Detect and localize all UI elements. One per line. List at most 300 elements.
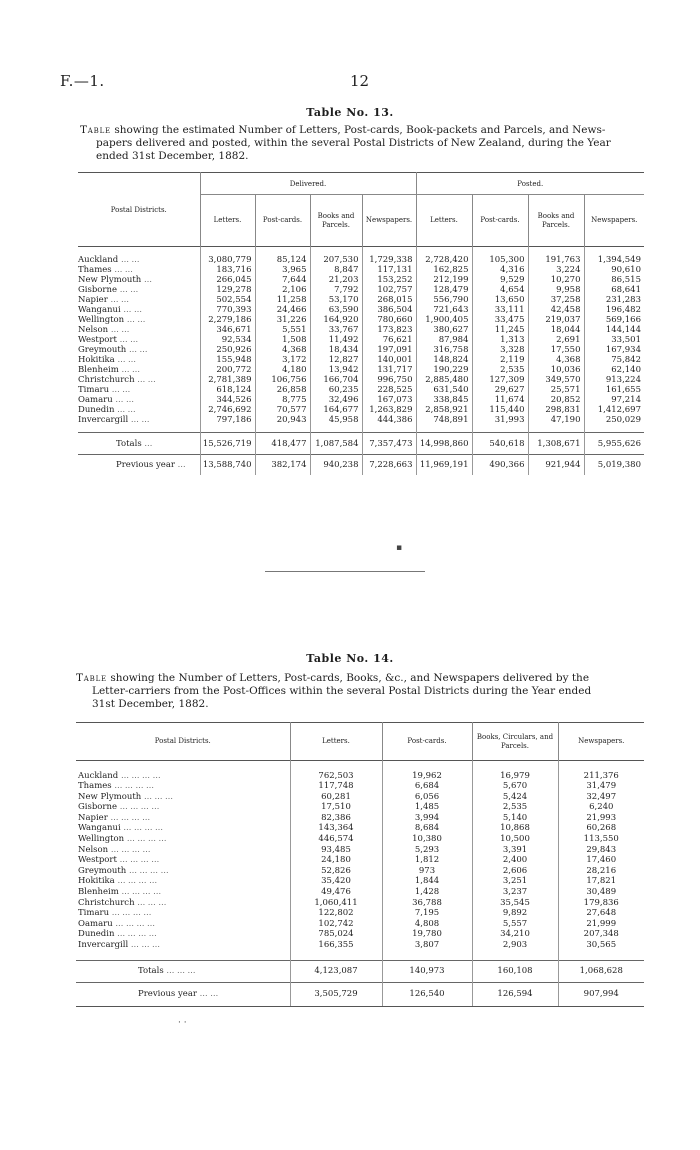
district-name	[78, 285, 200, 295]
leader-dots: … … … …	[123, 823, 164, 833]
totals-row	[78, 433, 644, 455]
spacer-cell	[78, 425, 200, 433]
district-label: Oamaru	[78, 918, 113, 929]
value-cell: 30,565	[558, 940, 644, 951]
table-row	[78, 325, 644, 335]
leader-dots: … … … …	[117, 876, 158, 886]
district-name	[76, 919, 290, 930]
district-label: Wellington	[78, 834, 125, 845]
leader-dots: … … …	[137, 897, 167, 907]
district-name	[76, 855, 290, 866]
leader-dots: … …	[111, 384, 131, 394]
col-header: Letters.	[290, 723, 382, 761]
value-cell: 631,540	[416, 385, 472, 395]
district-label: New Plymouth	[78, 274, 142, 285]
value-cell: 166,704	[310, 375, 362, 385]
district-label: Wellington	[78, 314, 125, 325]
value-cell: 490,366	[472, 455, 528, 475]
district-label: Thames	[78, 781, 112, 792]
spacer-cell	[290, 761, 382, 771]
value-cell: 34,210	[472, 929, 558, 940]
value-cell: 569,166	[584, 315, 644, 325]
table-14-title: Table No. 14.	[306, 652, 394, 665]
value-cell: 21,999	[558, 919, 644, 930]
value-cell: 2,885,480	[416, 375, 472, 385]
spacer-cell	[76, 951, 290, 961]
district-name	[76, 823, 290, 834]
col-header: Newspapers.	[362, 195, 416, 247]
value-cell: 24,466	[255, 305, 310, 315]
district-name	[76, 781, 290, 792]
value-cell: 27,648	[558, 908, 644, 919]
value-cell: 5,557	[472, 919, 558, 930]
district-label: Nelson	[78, 844, 109, 855]
value-cell: 97,214	[584, 395, 644, 405]
district-name	[78, 455, 200, 475]
col-header: Letters.	[200, 195, 255, 247]
leader-dots: … … … …	[114, 781, 155, 791]
value-cell: 37,258	[528, 295, 584, 305]
value-cell: 1,844	[382, 876, 472, 887]
district-label: Westport	[78, 334, 117, 345]
value-cell: 338,845	[416, 395, 472, 405]
district-name	[76, 898, 290, 909]
value-cell: 7,195	[382, 908, 472, 919]
table-row	[76, 876, 644, 887]
value-cell: 266,045	[200, 275, 255, 285]
value-cell: 35,420	[290, 876, 382, 887]
value-cell: 93,485	[290, 845, 382, 856]
col-header: Letters.	[416, 195, 472, 247]
col-header: Books and Parcels.	[528, 195, 584, 247]
value-cell: 17,460	[558, 855, 644, 866]
value-cell: 6,240	[558, 802, 644, 813]
value-cell: 2,903	[472, 940, 558, 951]
value-cell: 17,550	[528, 345, 584, 355]
value-cell: 446,574	[290, 834, 382, 845]
spacer-cell	[416, 425, 472, 433]
value-cell: 26,858	[255, 385, 310, 395]
spacer-cell	[528, 425, 584, 433]
value-cell: 913,224	[584, 375, 644, 385]
value-cell: 131,717	[362, 365, 416, 375]
value-cell: 17,510	[290, 802, 382, 813]
value-cell: 5,670	[472, 781, 558, 792]
table-row	[76, 792, 644, 803]
value-cell: 5,955,626	[584, 433, 644, 455]
value-cell: 68,641	[584, 285, 644, 295]
value-cell: 2,106	[255, 285, 310, 295]
district-label: Greymouth	[78, 865, 127, 876]
district-name	[76, 983, 290, 1007]
col-header: Books and Parcels.	[310, 195, 362, 247]
leader-dots: … …	[120, 254, 140, 264]
print-speck: ▪	[396, 543, 403, 553]
value-cell: 30,489	[558, 887, 644, 898]
value-cell: 126,540	[382, 983, 472, 1007]
group-header-delivered: Delivered.	[200, 173, 416, 195]
district-label: Timaru	[78, 908, 110, 919]
spacer-cell	[472, 247, 528, 255]
value-cell: 2,535	[472, 802, 558, 813]
col-header: Post-cards.	[255, 195, 310, 247]
spacer-row	[76, 761, 644, 771]
spacer-cell	[200, 247, 255, 255]
value-cell: 316,758	[416, 345, 472, 355]
district-name	[78, 335, 200, 345]
table-row	[78, 335, 644, 345]
value-cell: 1,508	[255, 335, 310, 345]
table-row	[78, 315, 644, 325]
col-header: Newspapers.	[584, 195, 644, 247]
value-cell: 418,477	[255, 433, 310, 455]
district-name	[78, 295, 200, 305]
district-name	[76, 929, 290, 940]
value-cell: 36,788	[382, 898, 472, 909]
value-cell: 386,504	[362, 305, 416, 315]
value-cell: 13,942	[310, 365, 362, 375]
value-cell: 1,394,549	[584, 255, 644, 265]
value-cell: 10,500	[472, 834, 558, 845]
table-row	[78, 375, 644, 385]
value-cell: 921,944	[528, 455, 584, 475]
value-cell: 207,530	[310, 255, 362, 265]
value-cell: 5,293	[382, 845, 472, 856]
value-cell: 540,618	[472, 433, 528, 455]
leader-dots: … … … …	[121, 887, 162, 897]
district-label: Greymouth	[78, 344, 127, 355]
value-cell: 190,229	[416, 365, 472, 375]
district-label: Dunedin	[78, 404, 115, 415]
table-row	[78, 275, 644, 285]
value-cell: 298,831	[528, 405, 584, 415]
value-cell: 179,836	[558, 898, 644, 909]
value-cell: 10,036	[528, 365, 584, 375]
value-cell: 31,479	[558, 781, 644, 792]
value-cell: 28,216	[558, 866, 644, 877]
district-name	[76, 961, 290, 983]
value-cell: 344,526	[200, 395, 255, 405]
district-name	[78, 305, 200, 315]
value-cell: 10,380	[382, 834, 472, 845]
value-cell: 3,807	[382, 940, 472, 951]
value-cell: 12,827	[310, 355, 362, 365]
value-cell: 13,650	[472, 295, 528, 305]
spacer-cell	[78, 247, 200, 255]
page-header	[60, 72, 660, 92]
table-row	[78, 255, 644, 265]
district-label: Oamaru	[78, 394, 113, 405]
district-name	[78, 255, 200, 265]
value-cell: 87,984	[416, 335, 472, 345]
spacer-cell	[584, 247, 644, 255]
value-cell: 8,847	[310, 265, 362, 275]
value-cell: 197,091	[362, 345, 416, 355]
leader-dots: … …	[117, 404, 136, 414]
value-cell: 127,309	[472, 375, 528, 385]
table-14-caption	[76, 672, 666, 711]
district-name	[78, 345, 200, 355]
value-cell: 6,684	[382, 781, 472, 792]
value-cell: 191,763	[528, 255, 584, 265]
leader-dots: … …	[137, 374, 156, 384]
district-label: Gisborne	[78, 284, 117, 295]
value-cell: 4,808	[382, 919, 472, 930]
value-cell: 2,746,692	[200, 405, 255, 415]
district-label: Hokitika	[78, 354, 115, 365]
leader-dots: … … … …	[111, 908, 152, 918]
value-cell: 196,482	[584, 305, 644, 315]
district-name	[78, 405, 200, 415]
value-cell: 250,926	[200, 345, 255, 355]
value-cell: 11,969,191	[416, 455, 472, 475]
district-label: Wanganui	[78, 304, 121, 315]
district-name	[76, 792, 290, 803]
value-cell: 7,357,473	[362, 433, 416, 455]
leader-dots: … … …	[166, 966, 196, 976]
value-cell: 33,475	[472, 315, 528, 325]
value-cell: 9,958	[528, 285, 584, 295]
value-cell: 2,858,921	[416, 405, 472, 415]
value-cell: 126,594	[472, 983, 558, 1007]
value-cell: 166,355	[290, 940, 382, 951]
value-cell: 2,606	[472, 866, 558, 877]
table-14	[76, 722, 644, 1007]
value-cell: 380,627	[416, 325, 472, 335]
value-cell: 19,780	[382, 929, 472, 940]
totals-row	[76, 961, 644, 983]
value-cell: 53,170	[310, 295, 362, 305]
district-name	[78, 275, 200, 285]
value-cell: 173,823	[362, 325, 416, 335]
spacer-cell	[558, 761, 644, 771]
spacer-cell	[310, 247, 362, 255]
leader-dots: … … … …	[115, 918, 156, 928]
value-cell: 1,308,671	[528, 433, 584, 455]
value-cell: 153,252	[362, 275, 416, 285]
value-cell: 164,677	[310, 405, 362, 415]
value-cell: 45,958	[310, 415, 362, 425]
table-row	[76, 898, 644, 909]
value-cell: 16,979	[472, 771, 558, 782]
leader-dots: … …	[199, 989, 219, 999]
value-cell: 76,621	[362, 335, 416, 345]
value-cell: 444,386	[362, 415, 416, 425]
district-name	[76, 834, 290, 845]
district-name	[76, 908, 290, 919]
value-cell: 7,792	[310, 285, 362, 295]
value-cell: 82,386	[290, 813, 382, 824]
table-row	[76, 771, 644, 782]
value-cell: 4,368	[528, 355, 584, 365]
value-cell: 3,965	[255, 265, 310, 275]
col-header: Post-cards.	[472, 195, 528, 247]
district-name	[76, 771, 290, 782]
value-cell: 940,238	[310, 455, 362, 475]
value-cell: 6,056	[382, 792, 472, 803]
value-cell: 3,994	[382, 813, 472, 824]
district-label: Gisborne	[78, 802, 117, 813]
value-cell: 2,400	[472, 855, 558, 866]
value-cell: 7,644	[255, 275, 310, 285]
value-cell: 2,279,186	[200, 315, 255, 325]
leader-dots: … … … …	[128, 865, 169, 875]
value-cell: 4,123,087	[290, 961, 382, 983]
value-cell: 117,131	[362, 265, 416, 275]
caption-lead: Table	[80, 124, 111, 136]
col-header-postal-districts: Postal Districts.	[110, 205, 167, 214]
spacer-cell	[528, 247, 584, 255]
value-cell: 29,627	[472, 385, 528, 395]
col-header: Post-cards.	[382, 723, 472, 761]
table-row	[78, 285, 644, 295]
value-cell: 85,124	[255, 255, 310, 265]
district-name	[78, 325, 200, 335]
value-cell: 8,684	[382, 823, 472, 834]
value-cell: 20,943	[255, 415, 310, 425]
value-cell: 160,108	[472, 961, 558, 983]
value-cell: 907,994	[558, 983, 644, 1007]
district-label: Totals	[116, 438, 142, 449]
value-cell: 31,993	[472, 415, 528, 425]
value-cell: 63,590	[310, 305, 362, 315]
value-cell: 8,775	[255, 395, 310, 405]
table-row	[76, 781, 644, 792]
value-cell: 11,492	[310, 335, 362, 345]
value-cell: 11,674	[472, 395, 528, 405]
value-cell: 5,140	[472, 813, 558, 824]
value-cell: 148,824	[416, 355, 472, 365]
district-label: Previous year	[138, 989, 197, 1000]
value-cell: 3,237	[472, 887, 558, 898]
value-cell: 3,505,729	[290, 983, 382, 1007]
leader-dots: … …	[110, 294, 130, 304]
table-row	[78, 395, 644, 405]
table-row	[76, 929, 644, 940]
district-name	[76, 866, 290, 877]
value-cell: 18,044	[528, 325, 584, 335]
district-name	[76, 887, 290, 898]
leader-dots: … … … …	[119, 802, 160, 812]
district-label: Blenheim	[78, 887, 119, 898]
value-cell: 106,756	[255, 375, 310, 385]
value-cell: 32,497	[558, 792, 644, 803]
value-cell: 2,781,389	[200, 375, 255, 385]
spacer-cell	[382, 951, 472, 961]
value-cell: 52,826	[290, 866, 382, 877]
value-cell: 60,281	[290, 792, 382, 803]
previous-year-row	[76, 983, 644, 1007]
district-label: Westport	[78, 855, 117, 866]
value-cell: 167,073	[362, 395, 416, 405]
value-cell: 721,643	[416, 305, 472, 315]
group-header-posted: Posted.	[416, 173, 644, 195]
leader-dots: … … … …	[117, 929, 157, 939]
value-cell: 161,655	[584, 385, 644, 395]
value-cell: 770,393	[200, 305, 255, 315]
value-cell: 144,144	[584, 325, 644, 335]
table-row	[76, 887, 644, 898]
value-cell: 2,728,420	[416, 255, 472, 265]
value-cell: 762,503	[290, 771, 382, 782]
leader-dots: … …	[114, 264, 133, 274]
table-row	[76, 802, 644, 813]
caption-lead: Table	[76, 672, 107, 684]
value-cell: 47,190	[528, 415, 584, 425]
value-cell: 115,440	[472, 405, 528, 415]
value-cell: 60,268	[558, 823, 644, 834]
value-cell: 102,757	[362, 285, 416, 295]
value-cell: 33,111	[472, 305, 528, 315]
district-name	[76, 845, 290, 856]
district-label: Christchurch	[78, 374, 135, 385]
leader-dots: … …	[130, 414, 150, 424]
district-label: New Plymouth	[78, 791, 142, 802]
leader-dots: … …	[128, 344, 148, 354]
col-header: Books, Circulars, and Parcels.	[472, 723, 558, 761]
table-row	[78, 365, 644, 375]
district-label: Hokitika	[78, 876, 115, 887]
value-cell: 1,060,411	[290, 898, 382, 909]
value-cell: 1,812	[382, 855, 472, 866]
spacer-cell	[310, 425, 362, 433]
value-cell: 155,948	[200, 355, 255, 365]
district-label: Napier	[78, 812, 108, 823]
value-cell: 162,825	[416, 265, 472, 275]
value-cell: 1,068,628	[558, 961, 644, 983]
value-cell: 996,750	[362, 375, 416, 385]
value-cell: 10,868	[472, 823, 558, 834]
value-cell: 143,364	[290, 823, 382, 834]
table-row	[76, 834, 644, 845]
value-cell: 19,962	[382, 771, 472, 782]
caption-line-3: ended 31st December, 1882.	[96, 150, 249, 162]
value-cell: 7,228,663	[362, 455, 416, 475]
value-cell: 62,140	[584, 365, 644, 375]
value-cell: 122,802	[290, 908, 382, 919]
value-cell: 346,671	[200, 325, 255, 335]
value-cell: 1,729,338	[362, 255, 416, 265]
value-cell: 349,570	[528, 375, 584, 385]
district-label: Nelson	[78, 324, 109, 335]
spacer-cell	[255, 247, 310, 255]
value-cell: 1,412,697	[584, 405, 644, 415]
value-cell: 2,691	[528, 335, 584, 345]
leader-dots: … … … …	[110, 812, 151, 822]
value-cell: 86,515	[584, 275, 644, 285]
value-cell: 1,900,405	[416, 315, 472, 325]
leader-dots: … …	[123, 304, 142, 314]
print-speck: · ·	[178, 1018, 187, 1028]
table-row	[78, 295, 644, 305]
spacer-cell	[472, 951, 558, 961]
value-cell: 35,545	[472, 898, 558, 909]
value-cell: 117,748	[290, 781, 382, 792]
value-cell: 1,485	[382, 802, 472, 813]
spacer-cell	[472, 761, 558, 771]
value-cell: 785,024	[290, 929, 382, 940]
value-cell: 164,920	[310, 315, 362, 325]
spacer-cell	[76, 761, 290, 771]
value-cell: 140,001	[362, 355, 416, 365]
leader-dots: … … … …	[126, 834, 167, 844]
value-cell: 780,660	[362, 315, 416, 325]
value-cell: 2,535	[472, 365, 528, 375]
value-cell: 32,496	[310, 395, 362, 405]
value-cell: 21,203	[310, 275, 362, 285]
district-label: Dunedin	[78, 929, 115, 940]
spacer-row	[78, 247, 644, 255]
